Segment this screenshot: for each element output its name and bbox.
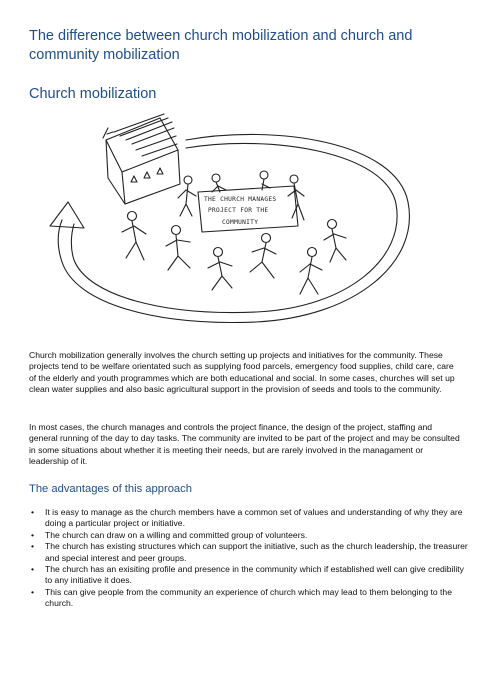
list-item-text: It is easy to manage as the church members have a common set of values and understanding of why they are doing a particular project or initiative.	[45, 507, 463, 529]
person-figure	[208, 248, 232, 291]
sign-line-3: COMMUNITY	[222, 219, 259, 226]
advantages-heading: The advantages of this approach	[29, 483, 192, 495]
paragraph: Church mobilization generally involves the church setting up projects and initiatives for the community. These projects tend to be welfare orientated such as supplying food parcels, emergency food supplies, child care, care of the elderly and youth programmes which are both educational and social. In some cases, churches will set up clean water supplies and also basic agricultural support in the provision of seeds and tools to the community.	[29, 350, 455, 395]
sign-line-1: THE CHURCH MANAGES	[204, 196, 277, 203]
list-item	[29, 541, 469, 564]
person-figure	[166, 226, 190, 271]
person-figure	[324, 220, 346, 263]
bullet-icon: •	[31, 586, 35, 597]
bullet-icon: •	[31, 564, 35, 575]
list-item	[29, 530, 469, 541]
list-item	[29, 507, 469, 530]
person-figure	[300, 248, 322, 295]
church-building-drawing	[103, 114, 180, 204]
person-figure	[288, 175, 304, 220]
list-item	[29, 587, 469, 610]
church-mobilization-illustration	[36, 112, 436, 337]
list-item	[29, 564, 469, 587]
person-figure	[212, 174, 226, 192]
bullet-icon: •	[31, 507, 35, 517]
person-figure	[250, 234, 276, 279]
person-figure	[260, 171, 270, 190]
person-figure	[122, 212, 146, 261]
circular-arrow-drawing	[50, 134, 409, 322]
sign-line-2: PROJECT FOR THE	[208, 207, 269, 214]
advantages-list	[29, 507, 469, 610]
bullet-icon: •	[31, 541, 35, 552]
paragraph: In most cases, the church manages and controls the project finance, the design of the project, staffing and general running of the day to day tasks. The community are invited to be part of the project and may be consulted in some situations about whether it is meeting their needs, but are rarely involved in the managament or leadership of it.	[29, 422, 460, 467]
list-item-text: The church can draw on a willing and committed group of volunteers.	[45, 529, 308, 540]
page-title: The difference between church mobilization and church and community mobilization	[29, 28, 413, 63]
section-heading: Church mobilization	[29, 86, 157, 102]
person-figure	[178, 176, 196, 216]
bullet-icon: •	[31, 529, 35, 540]
project-sign	[198, 186, 298, 232]
list-item-text: The church has an exisiting profile and presence in the community which if established well can give credibility to any initiative it does.	[45, 564, 464, 586]
list-item-text: This can give people from the community an experience of church which may lead to them belonging to the church.	[45, 586, 452, 609]
list-item-text: The church has existing structures which can support the initiative, such as the church leadership, the treasurer and special interest and peer groups.	[45, 541, 468, 563]
